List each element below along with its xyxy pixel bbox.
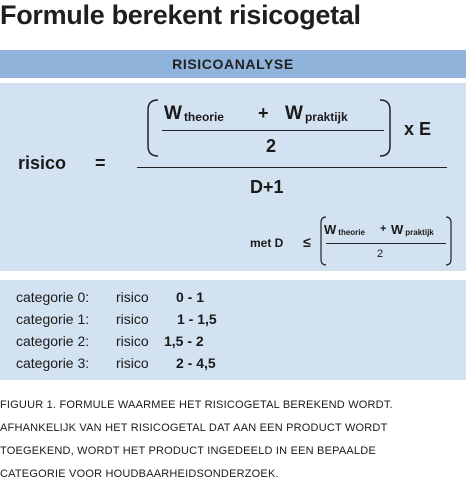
category-risico: risico (116, 333, 149, 349)
page-title: Formule berekent risicogetal (0, 0, 361, 30)
denominator: D+1 (250, 177, 284, 197)
category-range: 1 - 1,5 (177, 311, 217, 327)
caption-line: AFHANKELIJK VAN HET RISICOGETAL DAT AAN EEN PRODUCT WORDT (0, 422, 388, 434)
caption-line: TOEGEKEND, WORDT HET PRODUCT INGEDEELD IN EEN BEPAALDE (0, 445, 376, 457)
times-e: x E (404, 119, 432, 139)
inner-divisor: 2 (266, 136, 277, 156)
category-name: categorie 1: (16, 311, 90, 327)
caption-line: FIGUUR 1. FORMULE WAARMEE HET RISICOGETAL BEREKEND WORDT. (0, 399, 393, 411)
constraint-fraction-bar (326, 243, 446, 244)
category-range: 1,5 - 2 (164, 333, 204, 349)
w-praktijk-term: W $_{praktijk}$ (285, 103, 348, 124)
w-theorie-term: W $_{theorie}$ (164, 103, 224, 124)
category-risico: risico (116, 311, 149, 327)
main-fraction-bar (137, 167, 447, 168)
constraint-w-theorie: W $_{theorie}$ (324, 222, 365, 237)
formula-panel (0, 83, 466, 271)
inner-fraction-bar (162, 130, 384, 131)
constraint-divisor: 2 (377, 248, 384, 260)
equals-sign: = (95, 153, 106, 173)
constraint-plus: + (380, 223, 387, 235)
category-risico: risico (116, 289, 149, 305)
constraint-lhs: met D (250, 236, 284, 250)
category-range: 2 - 4,5 (176, 355, 216, 371)
category-panel (0, 280, 466, 380)
section-header-band (0, 50, 466, 78)
caption-line: CATEGORIE VOOR HOUDBAARHEIDSONDERZOEK. (0, 468, 279, 480)
plus-sign: + (258, 103, 269, 123)
category-name: categorie 3: (16, 355, 90, 371)
leq-sign: ≤ (303, 234, 311, 250)
formula-lhs: risico (18, 153, 67, 173)
category-name: categorie 0: (16, 289, 90, 305)
category-range: 0 - 1 (176, 289, 205, 305)
category-name: categorie 2: (16, 333, 90, 349)
figure-caption (0, 394, 466, 486)
category-risico: risico (116, 355, 149, 371)
constraint-w-praktijk: W $_{praktijk}$ (391, 222, 434, 237)
section-header-label: RISICOANALYSE (172, 56, 294, 72)
